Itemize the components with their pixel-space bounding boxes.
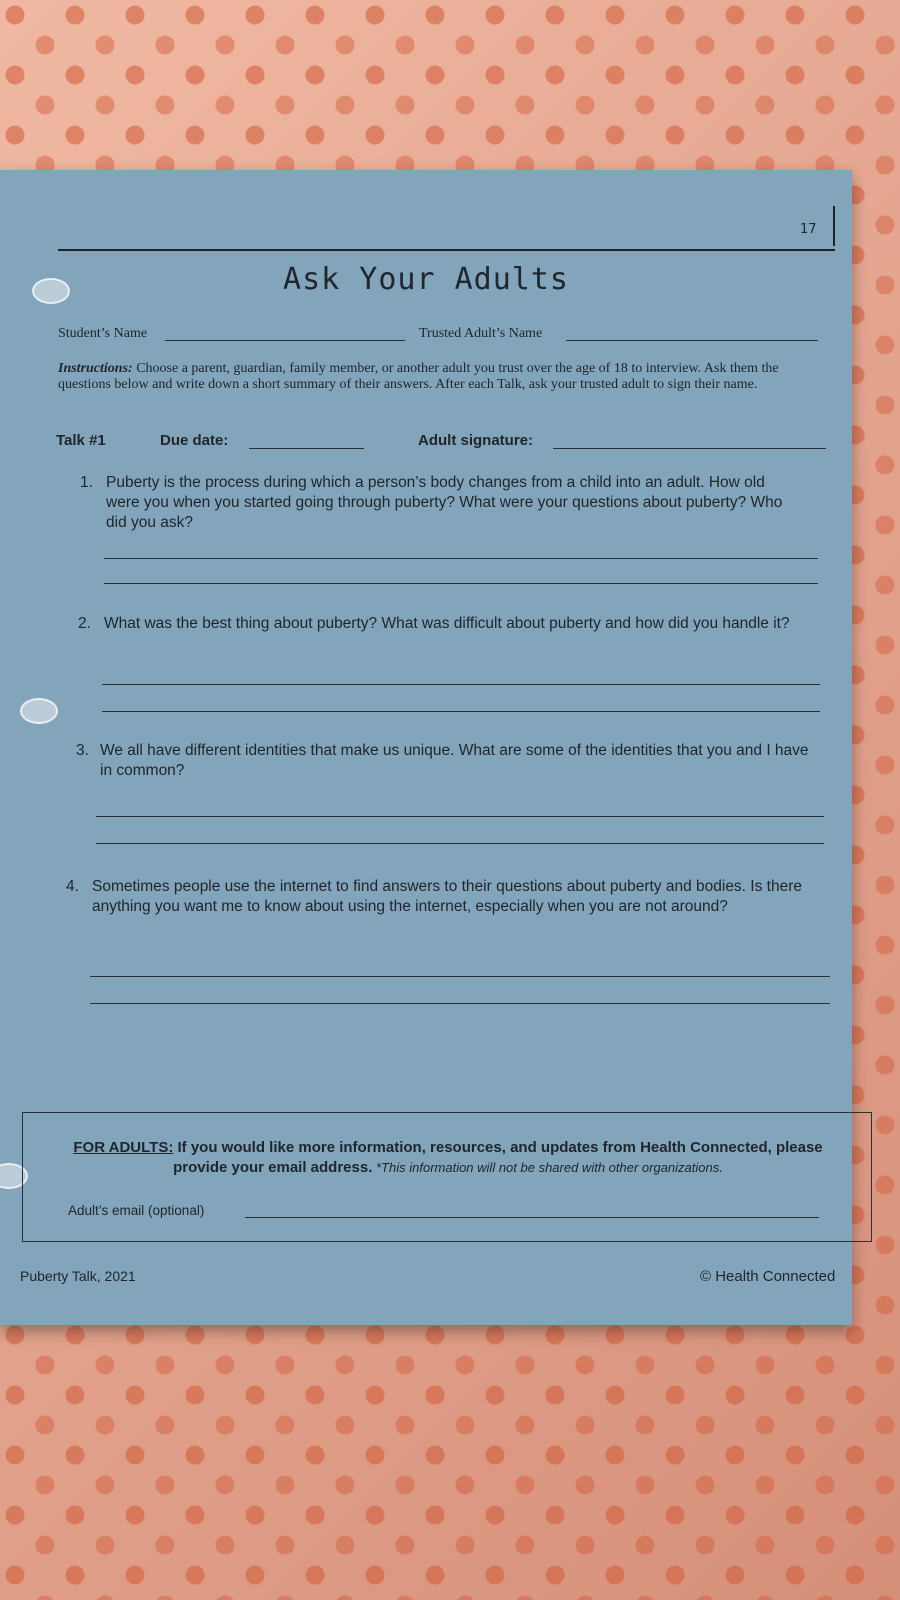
trusted-adult-line[interactable] xyxy=(566,340,818,341)
adult-email-line[interactable] xyxy=(245,1217,819,1218)
talk-label: Talk #1 xyxy=(56,432,106,449)
privacy-note: *This information will not be shared with other organizations. xyxy=(372,1160,723,1175)
answer-line-4a[interactable] xyxy=(90,976,830,977)
question-text: Puberty is the process during which a person’s body changes from a child into an adult. How old were you when you started going through puberty? What were your questions about puberty? Who did you ask? xyxy=(106,474,783,531)
page-number-rule xyxy=(833,206,835,246)
question-text: We all have different identities that make us unique. What are some of the identities that you and I have in common? xyxy=(100,742,809,779)
answer-line-1b[interactable] xyxy=(104,583,818,584)
answer-line-4b[interactable] xyxy=(90,1003,830,1004)
question-number: 2. xyxy=(78,615,91,632)
page-number: 17 xyxy=(800,222,817,237)
answer-line-3a[interactable] xyxy=(96,816,824,817)
question-number: 4. xyxy=(66,878,79,895)
answer-line-2b[interactable] xyxy=(102,711,820,712)
for-adults-line2: please provide your email address. xyxy=(173,1139,823,1176)
adult-signature-line[interactable] xyxy=(553,448,826,449)
page-title: Ask Your Adults xyxy=(283,262,569,297)
footer-copyright: © Health Connected xyxy=(700,1268,836,1285)
answer-line-3b[interactable] xyxy=(96,843,824,844)
question-number: 1. xyxy=(80,474,93,491)
for-adults-lead: FOR ADULTS: xyxy=(73,1139,174,1156)
question-number: 3. xyxy=(76,742,89,759)
answer-line-2a[interactable] xyxy=(102,684,820,685)
worksheet-page xyxy=(0,170,852,1325)
adult-email-label: Adult’s email (optional) xyxy=(68,1203,205,1218)
for-adults-line1: If you would like more information, resources, and updates from Health Connected, xyxy=(173,1139,776,1156)
student-name-label: Student’s Name xyxy=(58,326,148,341)
for-adults-box xyxy=(22,1112,872,1242)
instructions-label: Instructions: xyxy=(58,361,133,376)
adult-signature-label: Adult signature: xyxy=(418,432,533,449)
header-rule xyxy=(58,249,835,251)
instructions-paragraph xyxy=(58,361,828,393)
instructions-text: Choose a parent, guardian, family member, or another adult you trust over the age of 18 to interview. Ask them the questions below and write down a short summary of their answers. After each Talk, ask your trusted adult to sign their name. xyxy=(58,361,779,392)
for-adults-text xyxy=(48,1138,848,1178)
question-text: Sometimes people use the internet to find answers to their questions about puberty and bodies. Is there anything you want me to know about using the internet, especially when you are not around? xyxy=(92,878,802,915)
talk-row xyxy=(56,432,826,454)
footer-course: Puberty Talk, 2021 xyxy=(20,1268,136,1284)
trusted-adult-label: Trusted Adult’s Name xyxy=(419,326,543,341)
binder-hole-middle xyxy=(20,698,58,724)
question-text: What was the best thing about puberty? What was difficult about puberty and how did you handle it? xyxy=(104,615,790,632)
student-name-line[interactable] xyxy=(165,340,405,341)
answer-line-1a[interactable] xyxy=(104,558,818,559)
name-fields-row xyxy=(58,326,820,346)
due-date-label: Due date: xyxy=(160,432,229,449)
due-date-line[interactable] xyxy=(249,448,364,449)
